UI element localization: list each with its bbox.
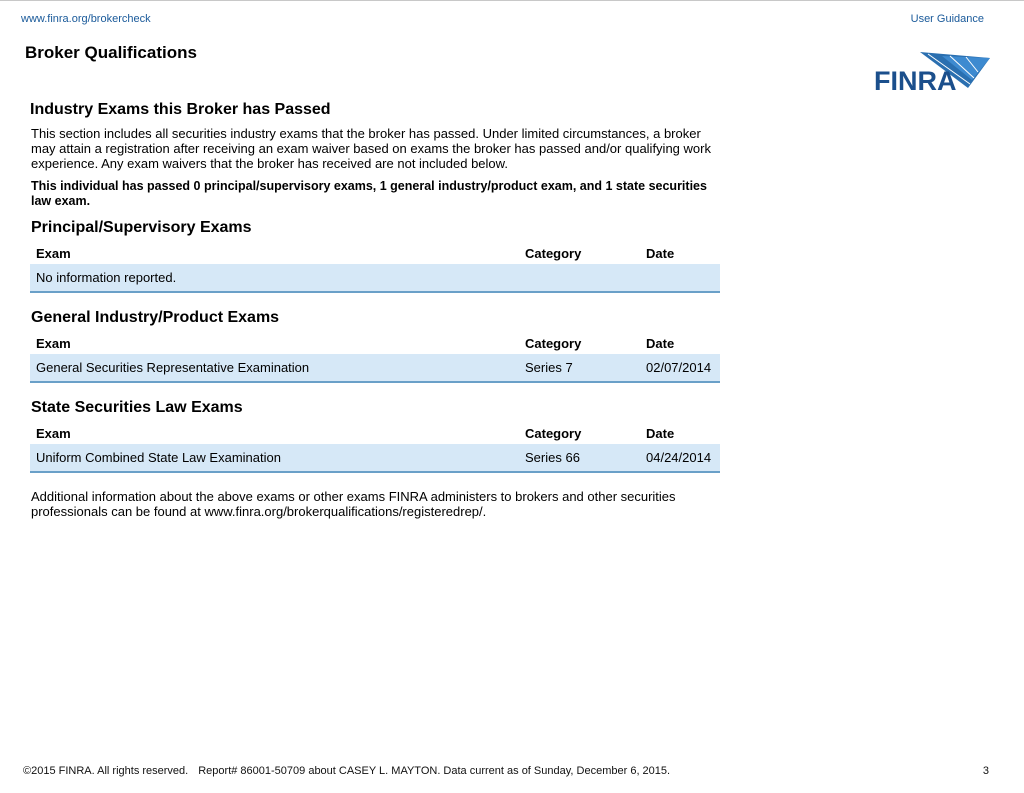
category-column-header: Category [525,335,582,351]
table-header-row [30,242,720,264]
general-exams-block [30,309,720,383]
table-header-row [30,332,720,354]
top-rule [0,0,1024,1]
exam-date-cell: 02/07/2014 [640,354,720,382]
footer [23,765,670,777]
date-column-header: Date [646,245,675,261]
no-info-cell: No information reported. [30,264,519,292]
finra-logo [870,48,992,94]
table-row [30,444,720,472]
empty-cell [519,264,640,292]
general-exams-heading: General Industry/Product Exams [31,309,280,326]
exam-category-cell: Series 7 [519,354,640,382]
page-title: Broker Qualifications [25,43,197,62]
user-guidance-link[interactable]: User Guidance [910,13,984,25]
exam-date-cell: 04/24/2014 [640,444,720,472]
section-title: Industry Exams this Broker has Passed [30,101,331,118]
exam-column-header: Exam [36,425,71,441]
section-intro: This section includes all securities industry exams that the broker has passed. Under limited circumstances, a broker may attain a registration after receiving an exam waiver based on exams the broker has passed and/or qualifying work experience. Any exam waivers that the broker has received are not included below. [31,126,711,171]
exams-section [30,101,720,519]
exam-column-header: Exam [36,335,71,351]
logo-wordmark: FINRA [874,66,957,94]
exam-category-cell: Series 66 [519,444,640,472]
copyright-text: ©2015 FINRA. All rights reserved. [23,765,189,777]
date-column-header: Date [646,425,675,441]
exam-column-header: Exam [36,245,71,261]
table-row [30,354,720,382]
page-number: 3 [982,765,989,777]
exam-name-cell: Uniform Combined State Law Examination [30,444,519,472]
date-column-header: Date [646,335,675,351]
additional-info: Additional information about the above exams or other exams FINRA administers to brokers and other securities professionals can be found at www.finra.org/brokerqualifications/registeredrep/. [31,489,676,519]
state-exams-table [30,422,720,473]
report-text: Report# 86001-50709 about CASEY L. MAYTON. Data current as of Sunday, December 6, 2015. [198,765,671,777]
principal-exams-table [30,242,720,293]
empty-cell [640,264,720,292]
brokercheck-link[interactable]: www.finra.org/brokercheck [21,13,151,25]
state-exams-heading: State Securities Law Exams [31,399,243,416]
general-exams-table [30,332,720,383]
exam-summary: This individual has passed 0 principal/supervisory exams, 1 general industry/product exam, and 1 state securities law exam. [31,179,707,208]
principal-exams-heading: Principal/Supervisory Exams [31,219,252,236]
exam-name-cell: General Securities Representative Examination [30,354,519,382]
category-column-header: Category [525,425,582,441]
table-header-row [30,422,720,444]
category-column-header: Category [525,245,582,261]
state-exams-block [30,399,720,473]
principal-exams-block [30,219,720,293]
table-row [30,264,720,292]
